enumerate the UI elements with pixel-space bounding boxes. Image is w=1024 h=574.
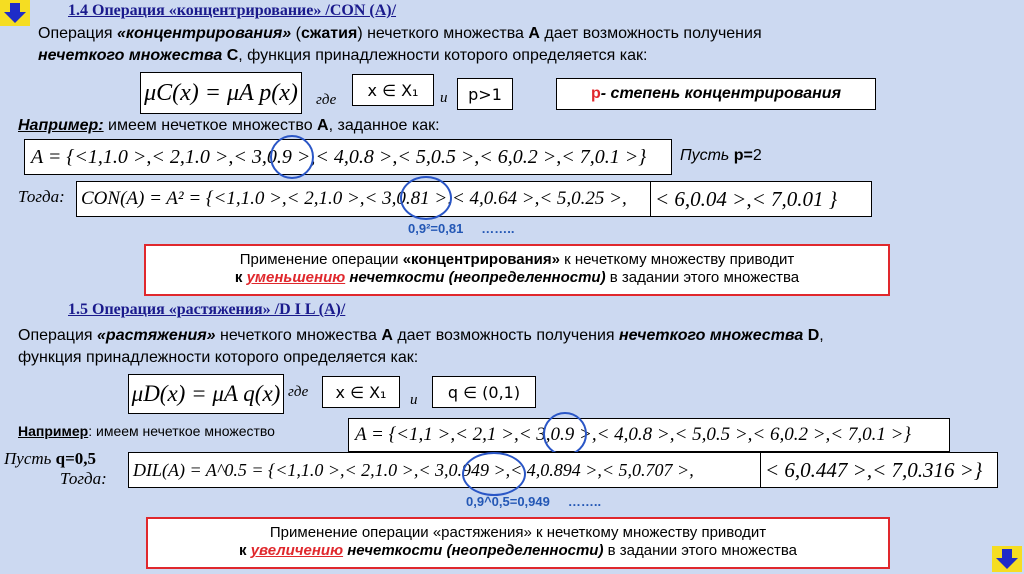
sec14-where-label: где	[316, 92, 337, 108]
sec14-param-note: p - степень концентрирования	[556, 78, 876, 110]
sec14-con-highlight-circle	[400, 176, 452, 220]
sec15-example-line: Например: имеем нечеткое множество	[18, 423, 275, 439]
sec15-where-label: где	[288, 384, 309, 400]
sec14-intro-line2: нечеткого множества C, функция принадлежности которого определяется как:	[38, 47, 648, 64]
sec14-and-label: и	[440, 90, 448, 106]
sec15-conclusion-box: Применение операции «растяжения» к нечеткому множеству приводит к увеличению нечеткости (неопределенности) в задании этого множества	[146, 517, 890, 569]
sec15-highlight-circle	[543, 412, 587, 456]
sec15-set-A-formula: A = {<1,1 >,< 2,1 >,< 3,0.9 >,< 4,0.8 >,< 5,0.5 >,< 6,0.2 >,< 7,0.1 >}	[348, 418, 950, 452]
arrow-down-icon	[4, 3, 26, 23]
sec14-highlight-circle	[270, 135, 314, 179]
sec14-calc-note: 0,9²=0,81 ……..	[408, 221, 515, 236]
sec14-example-line: Например: имеем нечеткое множество A, заданное как:	[18, 117, 440, 134]
sec14-con-formula: CON(A) = A² = {<1,1.0 >,< 2,1.0 >,< 3,0.81 >,< 4,0.64 >,< 5,0.25 >,	[76, 181, 654, 217]
sec15-then-label: Тогда:	[60, 469, 107, 488]
sec15-intro-line1: Операция «растяжения» нечеткого множества A дает возможность получения нечеткого множества D,	[18, 327, 824, 344]
sec15-dil-formula-tail: < 6,0.447 >,< 7,0.316 >}	[760, 452, 998, 488]
sec15-dil-highlight-circle	[462, 452, 526, 496]
sec14-then-label: Тогда:	[18, 187, 65, 206]
sec14-set-A-formula: A = {<1,1.0 >,< 2,1.0 >,< 3,0.9 >,< 4,0.8 >,< 5,0.5 >,< 6,0.2 >,< 7,0.1 >}	[24, 139, 672, 175]
sec14-membership-formula: μC(x) = μA p(x)	[140, 72, 302, 114]
sec15-and-label: и	[410, 392, 418, 408]
section-1-4-title: 1.4 Операция «концентрирование» /CON (A)/	[68, 2, 397, 19]
sec15-dil-formula: DIL(A) = A^0.5 = {<1,1.0 >,< 2,1.0 >,< 3,0.949 >,< 4,0.894 >,< 5,0.707 >,	[128, 452, 762, 488]
sec14-param-box: p>1	[457, 78, 513, 110]
sec15-let-q: Пусть q=0,5	[4, 449, 97, 468]
sec14-con-formula-tail: < 6,0.04 >,< 7,0.01 }	[650, 181, 872, 217]
sec15-domain-box: x ∈ X₁	[322, 376, 400, 408]
arrow-down-icon	[996, 549, 1018, 569]
nav-top-arrow-button[interactable]	[0, 0, 30, 26]
sec15-param-box: q ∈ (0,1)	[432, 376, 536, 408]
sec14-domain-box: x ∈ X₁	[352, 74, 434, 106]
sec14-intro-line1: Операция «концентрирования» (сжатия) нечеткого множества A дает возможность получения	[38, 25, 762, 42]
sec15-intro-line2: функция принадлежности которого определяется как:	[18, 349, 419, 366]
sec14-let-p: Пусть p=2	[680, 147, 762, 164]
sec15-calc-note: 0,9^0,5=0,949 ……..	[466, 494, 602, 509]
nav-bottom-arrow-button[interactable]	[992, 546, 1022, 572]
section-1-5-title: 1.5 Операция «растяжения» /D I L (A)/	[68, 301, 346, 318]
sec14-conclusion-box: Применение операции «концентрирования» к нечеткому множеству приводит к уменьшению нечеткости (неопределенности) в задании этого множества	[144, 244, 890, 296]
sec15-membership-formula: μD(x) = μA q(x)	[128, 374, 284, 414]
